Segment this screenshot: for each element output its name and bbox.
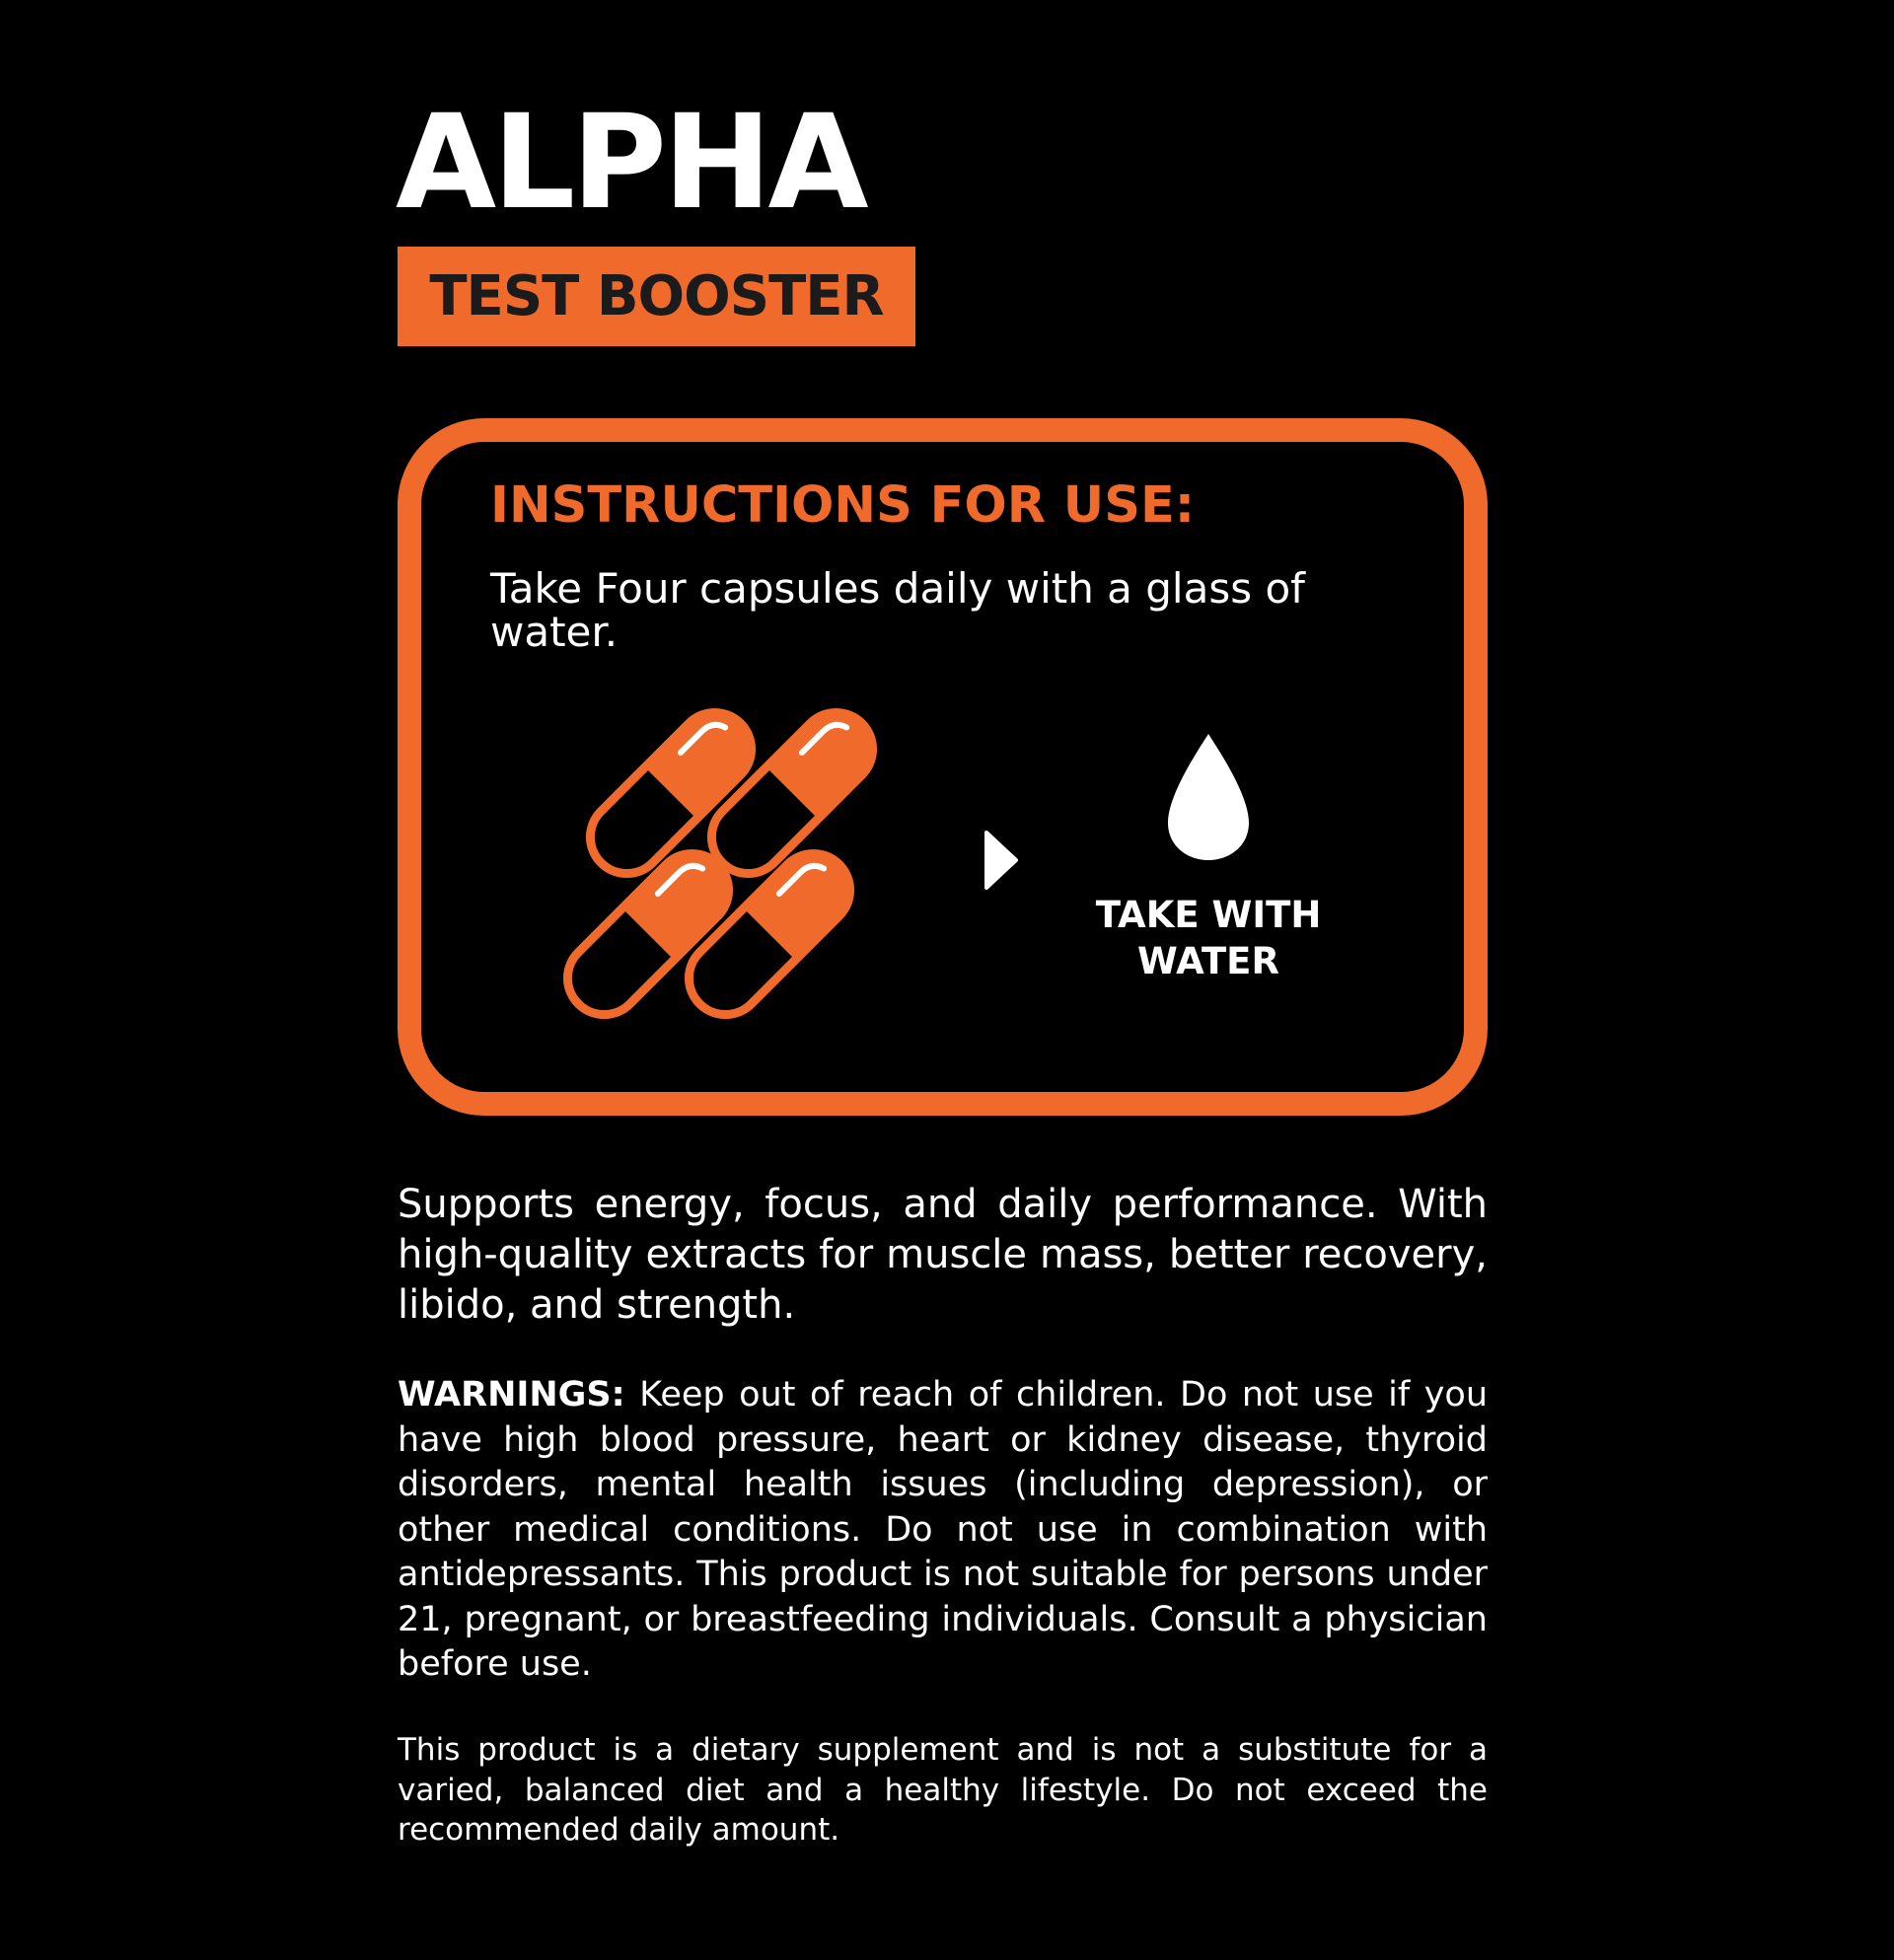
disclaimer-text: This product is a dietary supplement and is not a substitute for a varied, balanced diet and a healthy lifestyle. Do not exceed the recommended daily amount. — [398, 1732, 1488, 1848]
warnings-text: Keep out of reach of children. Do not use if you have high blood pressure, heart or kidney disease, thyroid disorders, mental health issues (including depression), or other medical conditions. Do not use in combination with antidepressants. This product is not suitable for persons under 21, pregnant, or breastfeeding individuals. Consult a physician before use. — [398, 1375, 1488, 1684]
take-with-water-label — [1075, 892, 1342, 984]
capsules-illustration — [552, 681, 908, 1036]
water-label-line1: TAKE WITH — [1095, 894, 1322, 936]
warnings-paragraph — [398, 1373, 1488, 1688]
product-type-badge — [398, 247, 915, 346]
product-type-label: TEST BOOSTER — [429, 264, 884, 328]
water-drop-icon — [1164, 732, 1253, 862]
brand-title: ALPHA — [396, 87, 865, 239]
arrow-right-icon — [983, 829, 1022, 892]
warnings-label: WARNINGS: — [398, 1375, 625, 1415]
instructions-text: Take Four capsules daily with a glass of water. — [490, 564, 1305, 656]
water-label-line2: WATER — [1137, 940, 1279, 982]
product-description: Supports energy, focus, and daily performance. With high-quality extracts for muscle mass, better recovery, libido, and strength. — [398, 1182, 1488, 1328]
instructions-heading: INSTRUCTIONS FOR USE: — [490, 476, 1196, 535]
